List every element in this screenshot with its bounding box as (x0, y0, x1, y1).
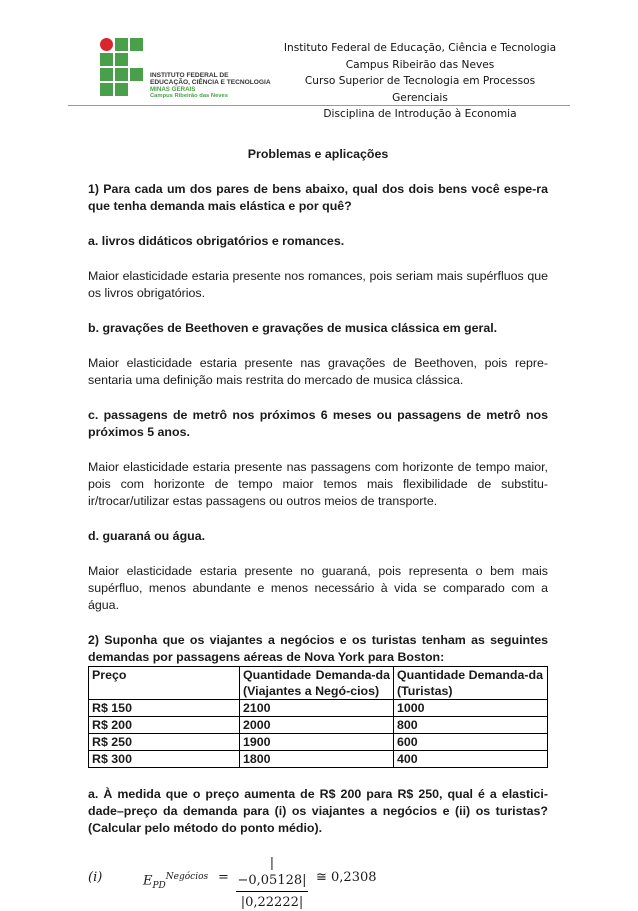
formula-denominator: |0,22222| (240, 895, 304, 910)
table-row (89, 700, 548, 717)
formula-symbol (143, 869, 208, 895)
table-cell: 1900 (240, 734, 394, 751)
page-title: Problemas e aplicações (247, 147, 389, 161)
header-divider (68, 105, 570, 106)
answer-1a: Maior elasticidade estaria presente nos romances, pois seriam mais supérfluos que os livros obrigatórios. (88, 269, 548, 300)
formula-symbol-letter: E (143, 873, 153, 889)
institution-name: Instituto Federal de Educação, Ciência e Tecnologia (283, 42, 557, 54)
formula-result: ≅ 0,2308 (316, 870, 377, 885)
question-1: 1) Para cada um dos pares de bens abaixo, qual dos dois bens você espe-ra que tenha demanda mais elástica e por quê? (88, 182, 548, 213)
discipline-name: Disciplina de Introdução à Economia (323, 108, 517, 120)
table-cell: 1800 (240, 751, 394, 768)
answer-1d: Maior elasticidade estaria presente no guaraná, pois representa o bem mais supérfluo, menos abundante e menos necessário à vida se comparado com a água. (88, 564, 548, 612)
formula-numerator: |−0,05128| (236, 855, 308, 892)
answer-1b: Maior elasticidade estaria presente nas gravações de Beethoven, pois repre-sentaria uma definição mais restrita do mercado de musica clássica. (88, 356, 548, 387)
campus-name: Campus Ribeirão das Neves (345, 58, 495, 71)
formula-label: (i) (88, 870, 103, 885)
logo-mark (100, 38, 146, 98)
answer-1c: Maior elasticidade estaria presente nas passagens com horizonte de tempo maior, pois com horizonte de tempo maior temos mais flexibilidade de substitu-ir/trocar/utilizar estas passagens ou outros meios de transporte. (88, 460, 548, 508)
logo-line-4: Campus Ribeirão das Neves (150, 93, 228, 99)
table-cell: R$ 150 (89, 700, 240, 717)
question-1d: d. guaraná ou água. (88, 529, 206, 543)
logo-line-3: MINAS GERAIS (150, 86, 196, 93)
table-cell: R$ 300 (89, 751, 240, 768)
table-cell: 2000 (240, 717, 394, 734)
course-name: Curso Superior de Tecnologia em Processos Gerenciais (304, 75, 536, 104)
institution-header (280, 40, 560, 123)
table-cell: R$ 250 (89, 734, 240, 751)
table-cell: 400 (394, 751, 548, 768)
table-header-cell: Quantidade Demanda-da (Turistas) (394, 667, 548, 700)
question-2a: a. À medida que o preço aumenta de R$ 200 para R$ 250, qual é a elastici-dade–preço da demanda para (i) os viajantes a negócios e (ii) os turistas? (Calcular pelo método do ponto médio). (88, 787, 548, 835)
table-header-cell: Preço (89, 667, 240, 700)
table-cell: 800 (394, 717, 548, 734)
logo-line-2: EDUCAÇÃO, CIÊNCIA E TECNOLOGIA (150, 79, 271, 86)
table-cell: R$ 200 (89, 717, 240, 734)
table-row (89, 734, 548, 751)
document-body (88, 146, 548, 910)
table-row (89, 751, 548, 768)
question-1a: a. livros didáticos obrigatórios e romances. (88, 234, 345, 248)
table-cell: 600 (394, 734, 548, 751)
elasticity-formula (88, 855, 548, 910)
question-1c: c. passagens de metrô nos próximos 6 meses ou passagens de metrô nos próximos 5 anos. (88, 408, 548, 439)
ifmg-logo (100, 38, 270, 98)
logo-text (150, 72, 271, 100)
logo-line-1: INSTITUTO FEDERAL DE (150, 72, 229, 79)
formula-superscript: Negócios (165, 872, 209, 882)
question-2: 2) Suponha que os viajantes a negócios e os turistas tenham as seguintes demandas por passagens aéreas de Nova York para Boston: (88, 633, 548, 664)
table-header-cell: Quantidade Demanda-da (Viajantes a Negó-cios) (240, 667, 394, 700)
demand-table (88, 666, 548, 768)
formula-subscript: PD (152, 880, 166, 891)
table-row (89, 717, 548, 734)
question-1b: b. gravações de Beethoven e gravações de musica clássica em geral. (88, 321, 498, 335)
formula-equals: = (218, 870, 229, 885)
table-cell: 2100 (240, 700, 394, 717)
table-cell: 1000 (394, 700, 548, 717)
table-header-row (89, 667, 548, 700)
